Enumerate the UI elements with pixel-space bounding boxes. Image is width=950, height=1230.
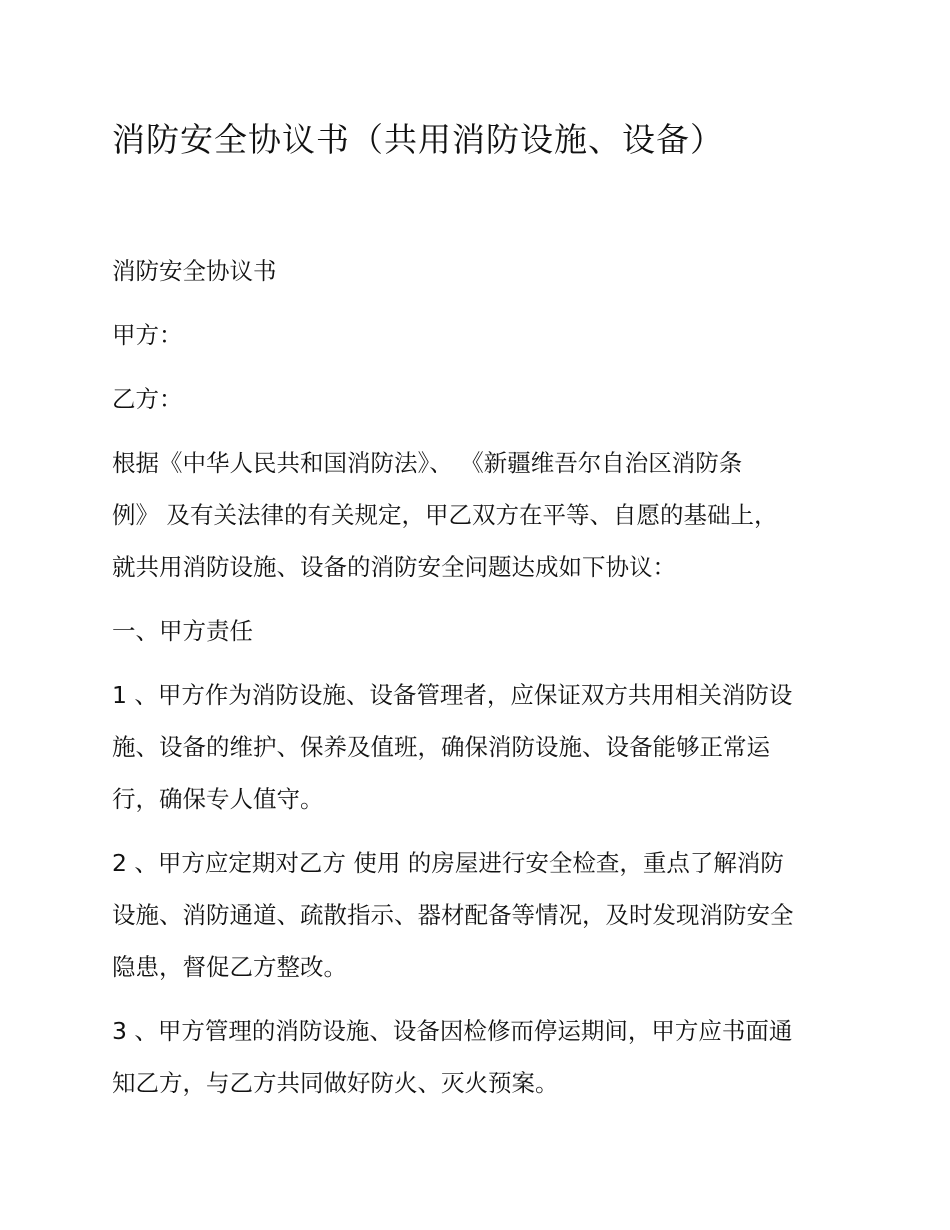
paragraph-line: 知乙方，与乙方共同做好防火、灭火预案。 (112, 1069, 559, 1097)
paragraph-line: 3 、甲方管理的消防设施、设备因检修而停运期间，甲方应书面通 (112, 1017, 793, 1045)
paragraph-line: 隐患，督促乙方整改。 (112, 953, 347, 981)
clause-1 (112, 674, 840, 820)
document-title: 消防安全协议书（共用消防设施、设备） (112, 120, 724, 159)
party-b-label: 乙方： (112, 385, 183, 413)
paragraph-line: 施、设备的维护、保养及值班，确保消防设施、设备能够正常运 (112, 733, 770, 761)
paragraph-line: 例》 及有关法律的有关规定，甲乙双方在平等、自愿的基础上， (112, 501, 778, 529)
paragraph-line: 1 、甲方作为消防设施、设备管理者，应保证双方共用相关消防设 (112, 681, 793, 709)
paragraph-line: 行，确保专人值守。 (112, 785, 324, 813)
clause-3 (112, 1010, 840, 1104)
preamble-paragraph (112, 442, 840, 588)
paragraph-line: 根据《中华人民共和国消防法》、 《新疆维吾尔自治区消防条 (112, 449, 743, 477)
paragraph-line: 就共用消防设施、设备的消防安全问题达成如下协议： (112, 553, 676, 581)
agreement-subtitle: 消防安全协议书 (112, 257, 277, 285)
paragraph-line: 设施、消防通道、疏散指示、器材配备等情况，及时发现消防安全 (112, 901, 794, 929)
party-a-label: 甲方： (112, 321, 183, 349)
paragraph-line: 2 、甲方应定期对乙方 使用 的房屋进行安全检查，重点了解消防 (112, 849, 784, 877)
document-body (112, 250, 840, 1126)
clause-2 (112, 842, 840, 988)
section-heading-party-a-responsibilities: 一、甲方责任 (112, 617, 253, 645)
